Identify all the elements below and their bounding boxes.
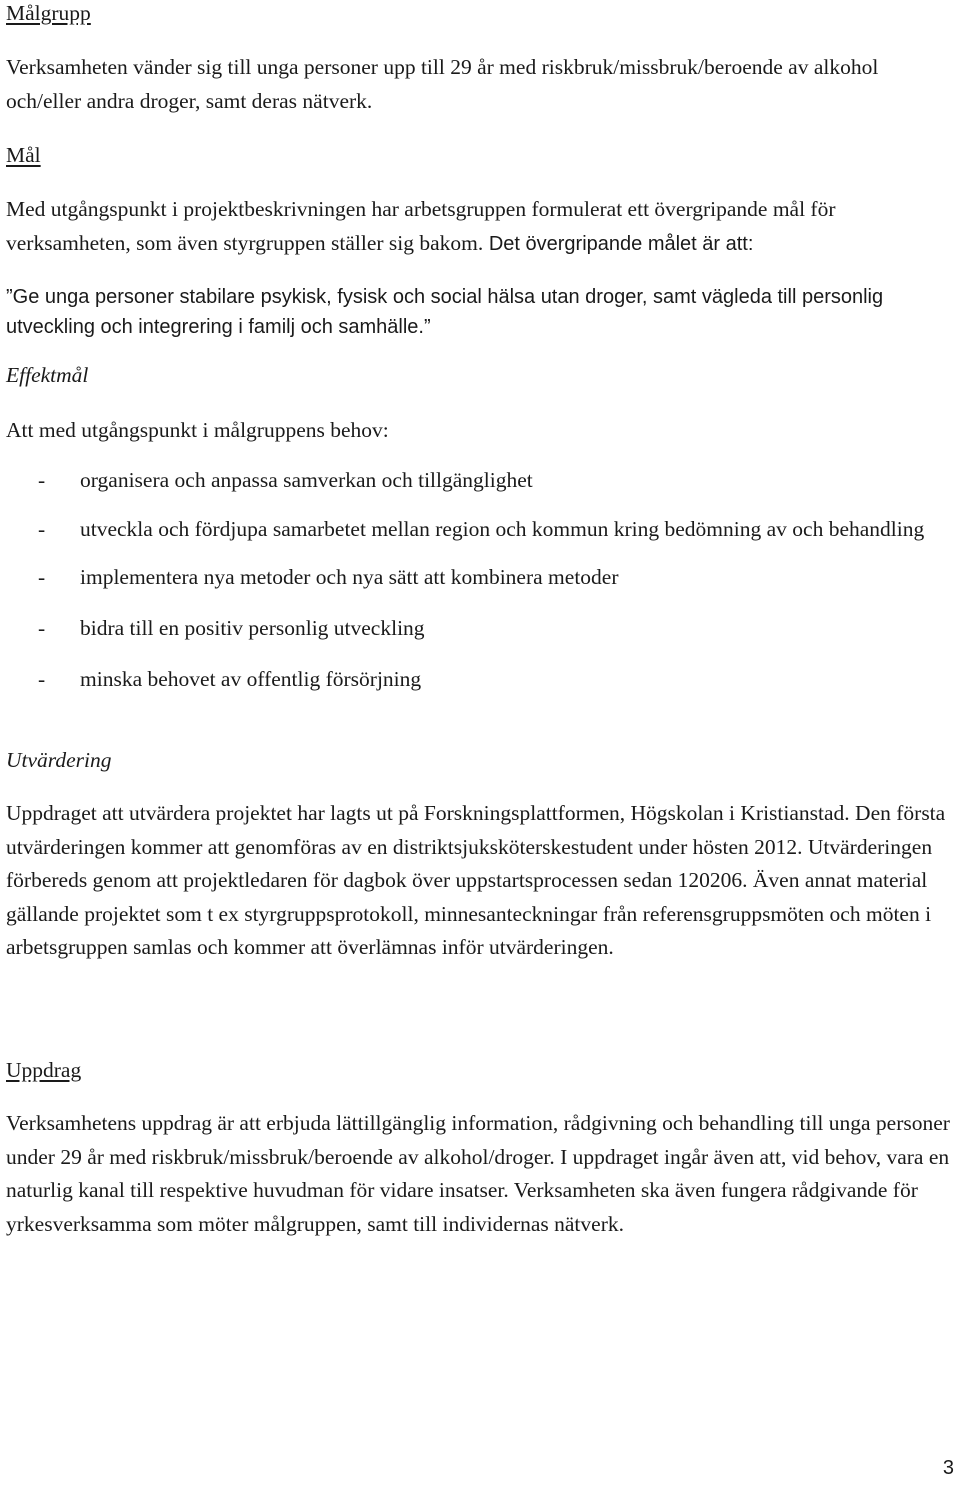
paragraph-malgrupp: Verksamheten vänder sig till unga personer upp till 29 år med riskbruk/missbruk/beroende av alkohol och/eller andra droger, samt deras nätverk. bbox=[6, 55, 879, 113]
paragraph-mal bbox=[6, 192, 956, 261]
list-item bbox=[6, 662, 956, 696]
list-dash: - bbox=[38, 565, 46, 589]
list-dash: - bbox=[38, 616, 46, 640]
list-item-text: minska behovet av offentlig försörjning bbox=[80, 667, 422, 691]
list-item bbox=[6, 463, 956, 497]
heading-mal: Mål bbox=[6, 143, 41, 167]
list-item bbox=[6, 560, 956, 594]
heading-malgrupp: Målgrupp bbox=[6, 1, 91, 25]
effektmal-intro: Att med utgångspunkt i målgruppens behov: bbox=[6, 418, 389, 442]
list-item bbox=[6, 514, 956, 545]
list-item-text: bidra till en positiv personlig utveckling bbox=[80, 616, 425, 640]
list-item bbox=[6, 611, 956, 645]
paragraph-utvardering: Uppdraget att utvärdera projektet har lagts ut på Forskningsplattformen, Högskolan i Kristianstad. Den första utvärderingen kommer att genomföras av en distriktsjuksköterskestudent under hösten 2012. Utvärderingen förbereds genom att projektledaren för dagbok över uppstartsprocessen sedan 120206. Även annat material gällande projektet som t ex styrgruppsprotokoll, minnesanteckningar från referensgruppsmöten och möten i arbetsgruppen samlas och kommer att överlämnas inför utvärderingen. bbox=[6, 801, 946, 959]
page-number: 3 bbox=[942, 1457, 954, 1479]
paragraph-uppdrag: Verksamhetens uppdrag är att erbjuda lättillgänglig information, rådgivning och behandling till unga personer under 29 år med riskbruk/missbruk/beroende av alkohol/droger. I uppdraget ingår även att, vid behov, vara en naturlig kanal till respektive huvudman för vidare insatser. Verksamheten ska även fungera rådgivande för yrkesverksamma som möter målgruppen, samt till individernas nätverk. bbox=[6, 1111, 950, 1236]
paragraph-mal-continuation: Det övergripande målet är att: bbox=[483, 233, 754, 255]
list-item-text: utveckla och fördjupa samarbetet mellan region och kommun kring bedömning av och behandling bbox=[80, 517, 925, 541]
heading-uppdrag: Uppdrag bbox=[6, 1058, 82, 1082]
paragraph-mal-text: Med utgångspunkt i projektbeskrivningen har arbetsgruppen formulerat ett övergripande mål för verksamheten, som även styrgruppen ställer sig bakom. bbox=[6, 197, 836, 255]
list-dash: - bbox=[38, 667, 46, 691]
list-item-text: implementera nya metoder och nya sätt att kombinera metoder bbox=[80, 565, 619, 589]
list-item-text: organisera och anpassa samverkan och tillgänglighet bbox=[80, 468, 533, 492]
list-dash: - bbox=[38, 468, 46, 492]
heading-effektmal: Effektmål bbox=[6, 363, 89, 387]
goal-quote: ”Ge unga personer stabilare psykisk, fysisk och social hälsa utan droger, samt vägleda till personlig utveckling och integrering i familj och samhälle.” bbox=[6, 286, 884, 338]
list-dash: - bbox=[38, 517, 46, 541]
heading-utvardering: Utvärdering bbox=[6, 748, 112, 772]
effektmal-list bbox=[6, 463, 956, 696]
